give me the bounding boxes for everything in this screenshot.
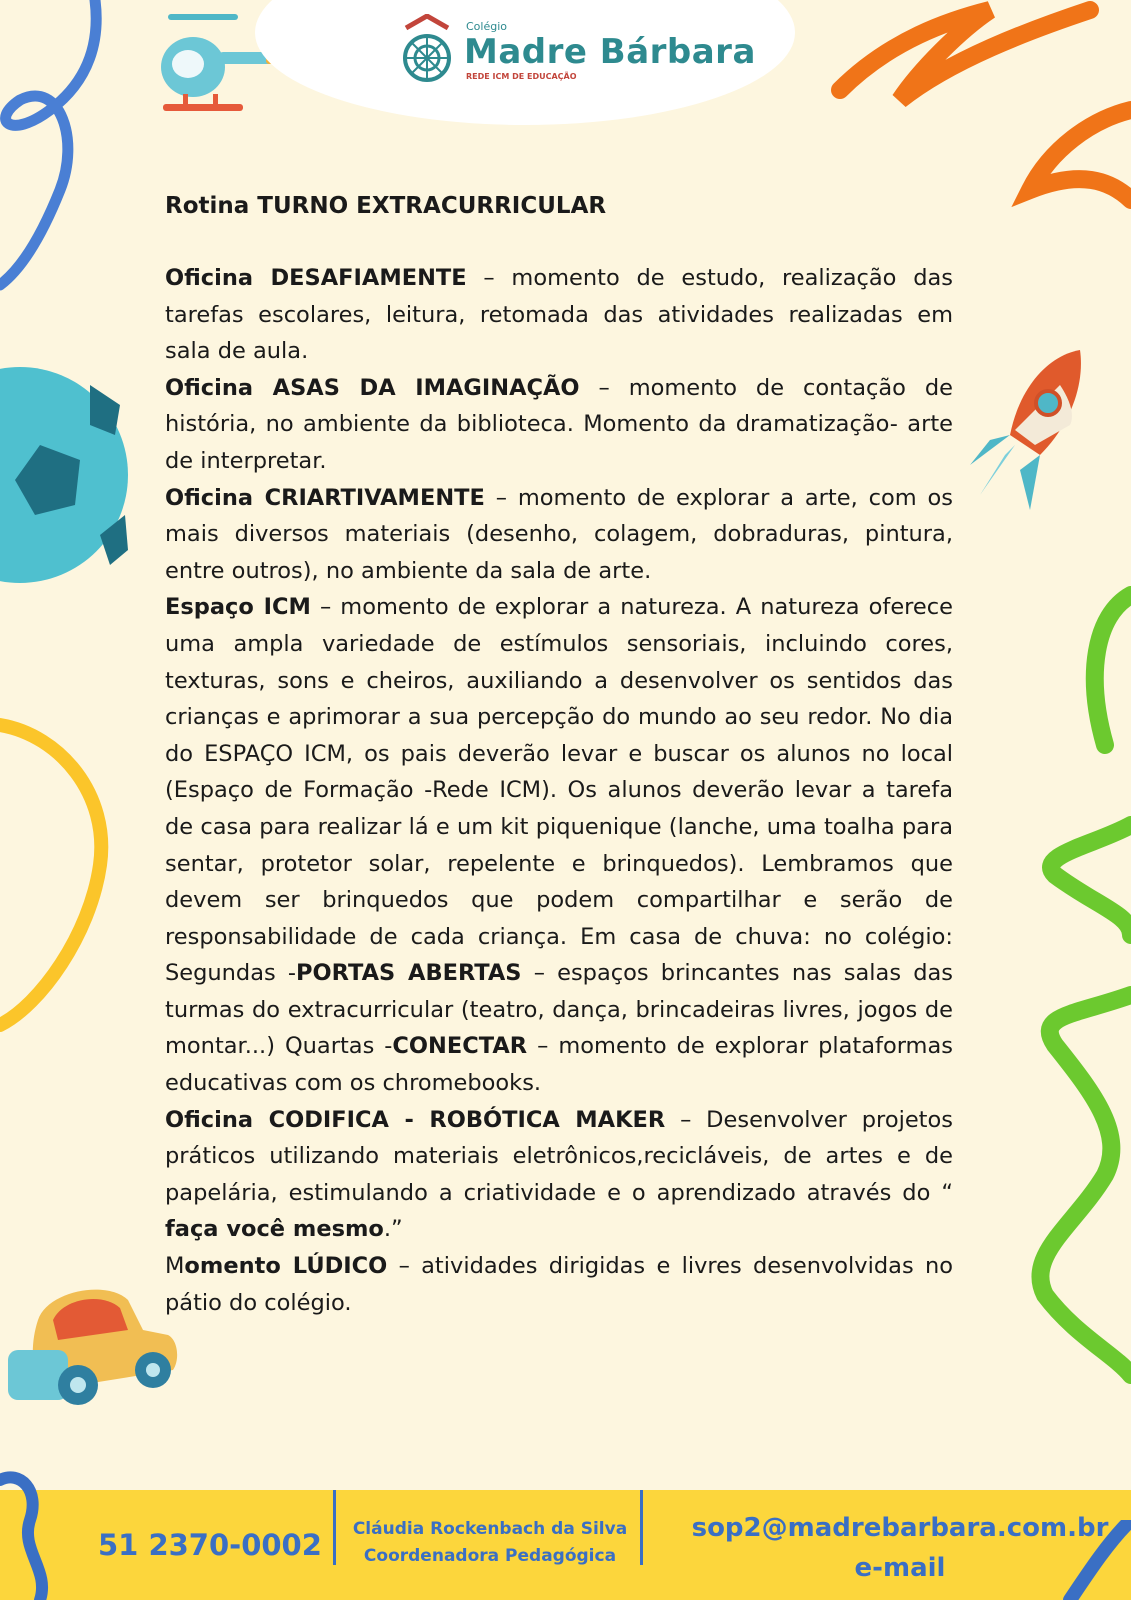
logo-emblem-icon	[396, 14, 458, 86]
document-title: Rotina TURNO EXTRACURRICULAR	[165, 193, 607, 219]
school-logo	[396, 14, 756, 86]
logo-subtitle: REDE ICM DE EDUCAÇÃO	[466, 72, 577, 81]
logo-small-text: Colégio	[466, 20, 508, 33]
portas-abertas-label: PORTAS ABERTAS	[296, 960, 522, 987]
paragraph-initial: M	[165, 1253, 185, 1280]
paragraph-criartivamente	[165, 480, 953, 590]
footer-divider	[640, 1490, 643, 1565]
paragraph-text: – Desenvolver projetos práticos utilizando materiais eletrônicos,recicláveis, de artes e de papelária, estimulando a criatividade e o aprendizado através do “	[165, 1106, 953, 1206]
green-squiggle-decoration	[995, 575, 1131, 1395]
faca-voce-mesmo-label: faça você mesmo	[165, 1216, 384, 1243]
paragraph-text: – momento de estudo, realização das tarefas escolares, leitura, retomada das atividades realizadas em sala de aula.	[165, 265, 953, 365]
workshop-name: Oficina CRIARTIVAMENTE	[165, 484, 485, 511]
workshop-name: Oficina ASAS DA IMAGINAÇÃO	[165, 374, 580, 401]
phone-number[interactable]: 51 2370-0002	[98, 1528, 322, 1562]
document-body	[165, 188, 953, 1321]
blue-squiggle-decoration	[0, 0, 120, 300]
paragraph-codifica	[165, 1102, 953, 1248]
conectar-label: CONECTAR	[392, 1033, 528, 1060]
paragraph-asas-da-imaginacao	[165, 370, 953, 480]
coordinator-block	[340, 1516, 640, 1570]
paragraph-text: – momento de explorar a arte, com os mais diversos materiais (desenho, colagem, dobraduras, pintura, entre outros), no ambiente da sala de arte.	[165, 484, 954, 584]
coordinator-name: Cláudia Rockenbach da Silva	[352, 1519, 628, 1539]
yellow-squiggle-decoration	[0, 715, 120, 1035]
workshop-name: Oficina DESAFIAMENTE	[165, 265, 467, 291]
workshop-name: Espaço ICM	[165, 594, 311, 621]
footer-divider	[333, 1490, 336, 1565]
footer-blue-squiggle-left	[0, 1470, 70, 1600]
footer	[0, 1490, 1131, 1600]
workshop-name: omento LÚDICO	[184, 1253, 388, 1280]
coordinator-role: Coordenadora Pedagógica	[363, 1546, 617, 1566]
email-address[interactable]: sop2@madrebarbara.com.br	[691, 1513, 1109, 1543]
paragraph-desafiamente	[165, 260, 953, 370]
email-block	[690, 1508, 1110, 1588]
paragraph-text: – momento de explorar a natureza. A natureza oferece uma ampla variedade de estímulos sensoriais, incluindo cores, texturas, sons e cheiros, auxiliando a desenvolver os sentidos das crianças e aprimorar a sua percepção do mundo ao seu redor. No dia do ESPAÇO ICM, os pais deverão levar e buscar os alunos no local (Espaço de Formação -Rede ICM). Os alunos deverão levar a tarefa de casa para realizar lá e um kit piquenique (lanche, uma toalha para sentar, protetor solar, repelente e brinquedos). Lembramos que devem ser brinquedos que podem compartilhar e serão de responsabilidade de cada criança. Em casa de chuva: no colégio: Segundas -	[165, 594, 953, 987]
paragraph-text: – momento de contação de história, no ambiente da biblioteca. Momento da dramatização- arte de interpretar.	[165, 374, 953, 474]
email-label: e-mail	[854, 1553, 946, 1583]
paragraph-text: – momento de explorar plataformas educativas com os chromebooks.	[165, 1033, 953, 1097]
paragraph-text: .”	[383, 1216, 403, 1243]
paragraph-text: – atividades dirigidas e livres desenvolvidas no pátio do colégio.	[165, 1253, 953, 1316]
logo-name: Madre Bárbara	[464, 32, 756, 72]
toy-car-icon	[8, 1280, 183, 1410]
paragraph-momento-ludico	[165, 1248, 953, 1321]
rocket-icon	[960, 345, 1090, 520]
paragraph-text: – espaços brincantes nas salas das turmas do extracurricular (teatro, dança, brincadeiras livres, jogos de montar...) Quartas -	[165, 960, 954, 1060]
soccer-ball-icon	[0, 365, 130, 585]
workshop-name: Oficina CODIFICA - ROBÓTICA MAKER	[165, 1106, 666, 1133]
paragraph-espaco-icm	[165, 589, 953, 1101]
